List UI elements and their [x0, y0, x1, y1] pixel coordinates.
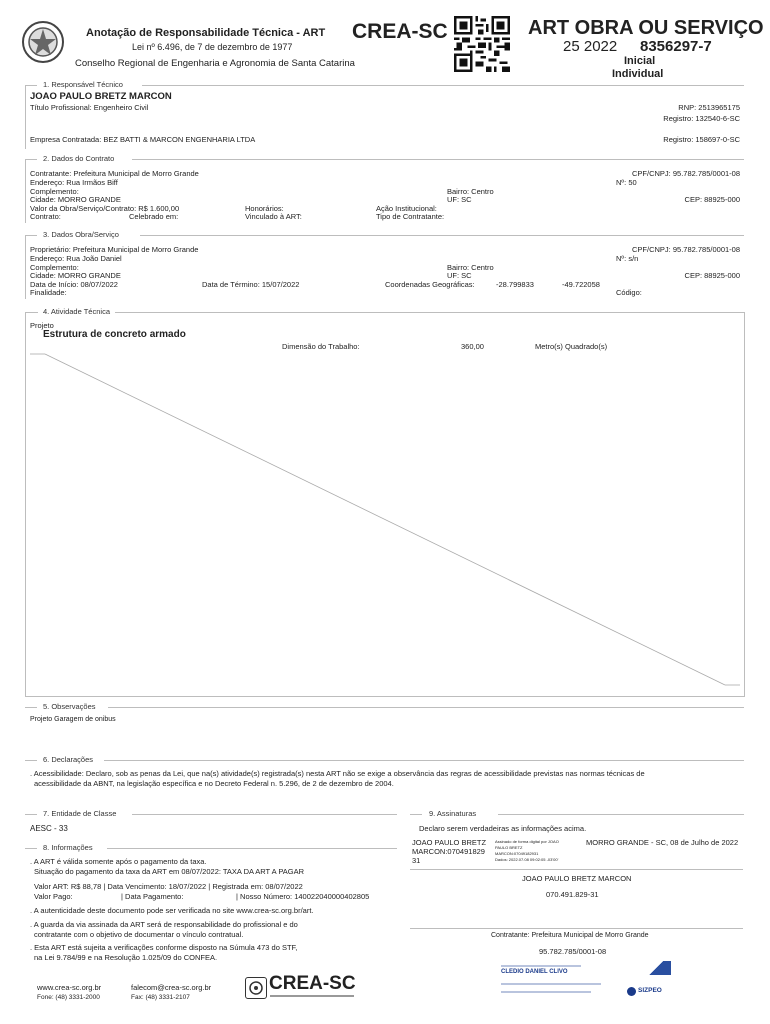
finalidade: Finalidade: [30, 288, 67, 297]
footer-logo-subline [270, 995, 354, 997]
footer-phone: Fone: (48) 3331-2000 [37, 994, 100, 1001]
info-line-7: contratante com o objetivo de documentar o vínculo contratual. [34, 930, 244, 939]
gov-sign-line-b [501, 983, 601, 985]
signer-line-a: JOAO PAULO BRETZ [412, 838, 487, 847]
footer-email-link[interactable]: falecom@crea-sc.org.br [131, 983, 212, 992]
void-strike-line [25, 312, 745, 696]
art-year: 25 2022 [563, 38, 618, 55]
celebrado-em: Celebrado em: [129, 212, 179, 221]
footer-logo-text: CREA-SC [269, 973, 356, 994]
info-line-5: . A autenticidade deste documento pode ser verificada no site www.crea-sc.org.br/art. [30, 906, 314, 915]
signature-contratante-cnpj: 95.782.785/0001-08 [539, 947, 607, 956]
atividade-tipo: Projeto [30, 321, 54, 330]
contratante-bairro: Bairro: Centro [447, 187, 494, 196]
art-mode: Individual [612, 68, 664, 80]
section-1-legend: 1. Responsável Técnico [38, 80, 128, 89]
digital-sign-line-4: Dados: 2022.07.08 09:02:05 -03'00' [495, 857, 559, 862]
footer-site-link[interactable]: www.crea-sc.org.br [37, 983, 102, 992]
digital-sign-line-3: MARCON:07049182931 [495, 851, 539, 856]
gov-signature-stamp [497, 961, 675, 1001]
info-nosso-numero: | Nosso Número: 140022040000402805 [236, 892, 370, 901]
info-line-6: . A guarda da via assinada da ART será de responsabilidade do profissional e do [30, 920, 298, 929]
tipo-contratante: Tipo de Contratante: [376, 212, 445, 221]
section-5-legend: 5. Observações [38, 702, 101, 711]
proprietario: Proprietário: Prefeitura Municipal de Morro Grande [30, 245, 199, 254]
signature-contratante-label: Contratante: Prefeitura Municipal de Morro Grande [491, 932, 649, 939]
info-data-pagamento: | Data Pagamento: [121, 892, 184, 901]
contratante-cnpj: CPF/CNPJ: 95.782.785/0001-08 [632, 169, 740, 178]
contratante-endereco: Endereço: Rua Irmãos Biff [30, 178, 118, 187]
obra-bairro: Bairro: Centro [447, 263, 494, 272]
signature-professional-name: JOAO PAULO BRETZ MARCON [522, 874, 632, 883]
registro: Registro: 132540-6-SC [663, 114, 740, 123]
section-2-legend: 2. Dados do Contrato [38, 154, 119, 163]
declaracao-line-1: . Acessibilidade: Declaro, sob as penas da Lei, que na(s) atividade(s) registrada(s) nesta ART não se exige a observância das regras de acessibilidade previstas nas normas técnicas de [30, 769, 645, 778]
gov-sign-line-c [501, 991, 591, 993]
signer-line-b: MARCON:070491829 [412, 847, 485, 856]
contract-value: Valor da Obra/Serviço/Contrato: R$ 1.600,00 [30, 204, 180, 213]
dimensao-label: Dimensão do Trabalho: [282, 342, 360, 351]
coordenada-lon: -49.722058 [562, 280, 600, 289]
coat-of-arms-icon [21, 20, 65, 64]
contratante: Contratante: Prefeitura Municipal de Morro Grande [30, 169, 199, 178]
contrato: Contrato: [30, 212, 61, 221]
info-line-9: na Lei 9.784/99 e na Resolução 1.025/09 do CONFEA. [34, 953, 218, 962]
place-date: MORRO GRANDE - SC, 08 de Julho de 2022 [586, 838, 739, 847]
vinculado-art: Vinculado à ART: [245, 212, 302, 221]
qr-code-icon [454, 16, 510, 72]
atividade-descricao: Estrutura de concreto armado [43, 329, 186, 340]
info-line-3: Valor ART: R$ 88,78 | Data Vencimento: 18/07/2022 | Registrada em: 08/07/2022 [34, 882, 303, 891]
section-6-legend: 6. Declarações [38, 755, 98, 764]
signer-line-c: 31 [412, 856, 421, 865]
section-7-legend: 7. Entidade de Classe [38, 809, 121, 818]
dimensao-valor: 360,00 [461, 342, 484, 351]
honorarios: Honorários: [245, 204, 284, 213]
coordenadas-label: Coordenadas Geográficas: [385, 280, 475, 289]
contratante-cidade: Cidade: MORRO GRANDE [30, 195, 121, 204]
data-termino: Data de Término: 15/07/2022 [202, 280, 300, 289]
observacoes-text: Projeto Garagem de onibus [30, 716, 116, 723]
obra-complemento: Complemento: [30, 263, 79, 272]
entidade-classe: AESC - 33 [30, 824, 68, 833]
art-type: ART OBRA OU SERVIÇO [528, 17, 764, 39]
art-status: Inicial [624, 55, 656, 67]
contratante-cep: CEP: 88925-000 [684, 195, 740, 204]
contratante-uf: UF: SC [447, 195, 472, 204]
acao-institucional: Ação Institucional: [376, 204, 437, 213]
gov-sign-lines [501, 965, 581, 967]
assinaturas-declaro: Declaro serem verdadeiras as informações acima. [419, 824, 587, 833]
section-3-legend: 3. Dados Obra/Serviço [38, 230, 124, 239]
proprietario-cnpj: CPF/CNPJ: 95.782.785/0001-08 [632, 245, 740, 254]
gov-corner-icon [649, 961, 671, 975]
header-title: Anotação de Responsabilidade Técnica - ART [86, 27, 326, 39]
empresa-registro: Registro: 158697-0-SC [663, 135, 740, 144]
professional-title: Título Profissional: Engenheiro Civil [30, 103, 149, 112]
signature-professional-cpf: 070.491.829-31 [546, 890, 599, 899]
brand-logo-text: CREA-SC [352, 20, 448, 43]
info-line-2: Situação do pagamento da taxa da ART em 08/07/2022: TAXA DA ART A PAGAR [34, 867, 305, 876]
gov-sign-name: CLEDIO DANIEL CLIVO [501, 969, 568, 975]
section-8-legend: 8. Informações [38, 843, 98, 852]
contratante-complemento: Complemento: [30, 187, 79, 196]
obra-cep: CEP: 88925-000 [684, 271, 740, 280]
obra-cidade: Cidade: MORRO GRANDE [30, 271, 121, 280]
gov-brand-icon [627, 987, 636, 996]
digital-sign-line-1: Assinado de forma digital por JOAO [495, 839, 559, 844]
info-valor-pago: Valor Pago: [34, 892, 73, 901]
section-9-legend: 9. Assinaturas [424, 809, 481, 818]
header-council: Conselho Regional de Engenharia e Agronomia de Santa Catarina [75, 58, 355, 69]
info-line-1: . A ART é válida somente após o pagamento da taxa. [30, 857, 207, 866]
obra-endereco: Endereço: Rua João Daniel [30, 254, 122, 263]
obra-uf: UF: SC [447, 271, 472, 280]
info-line-8: . Esta ART está sujeita a verificações conforme disposto na Súmula 473 do STF, [30, 943, 298, 952]
professional-name: JOAO PAULO BRETZ MARCON [30, 91, 172, 102]
contratante-numero: Nº: 50 [616, 178, 637, 187]
rnp: RNP: 2513965175 [678, 103, 740, 112]
data-inicio: Data de Início: 08/07/2022 [30, 280, 118, 289]
header-law: Lei nº 6.496, de 7 de dezembro de 1977 [132, 42, 293, 52]
dimensao-unidade: Metro(s) Quadrado(s) [535, 342, 608, 351]
art-number: 8356297-7 [640, 38, 712, 55]
digital-sign-line-2: PAULO BRETZ [495, 845, 523, 850]
codigo: Código: [616, 288, 642, 297]
declaracao-line-2: acessibilidade da ABNT, na legislação específica e no Decreto Federal n. 5.296, de 2 de dezembro de 2004. [34, 779, 394, 788]
coordenada-lat: -28.799833 [496, 280, 534, 289]
section-4-legend: 4. Atividade Técnica [38, 307, 115, 316]
footer-fax: Fax: (48) 3331-2107 [131, 994, 190, 1001]
gov-brand-text: SIZPEO [638, 987, 662, 994]
footer-logo-icon [245, 977, 267, 999]
empresa: Empresa Contratada: BEZ BATTI & MARCON ENGENHARIA LTDA [30, 135, 256, 144]
obra-numero: Nº: s/n [616, 254, 639, 263]
